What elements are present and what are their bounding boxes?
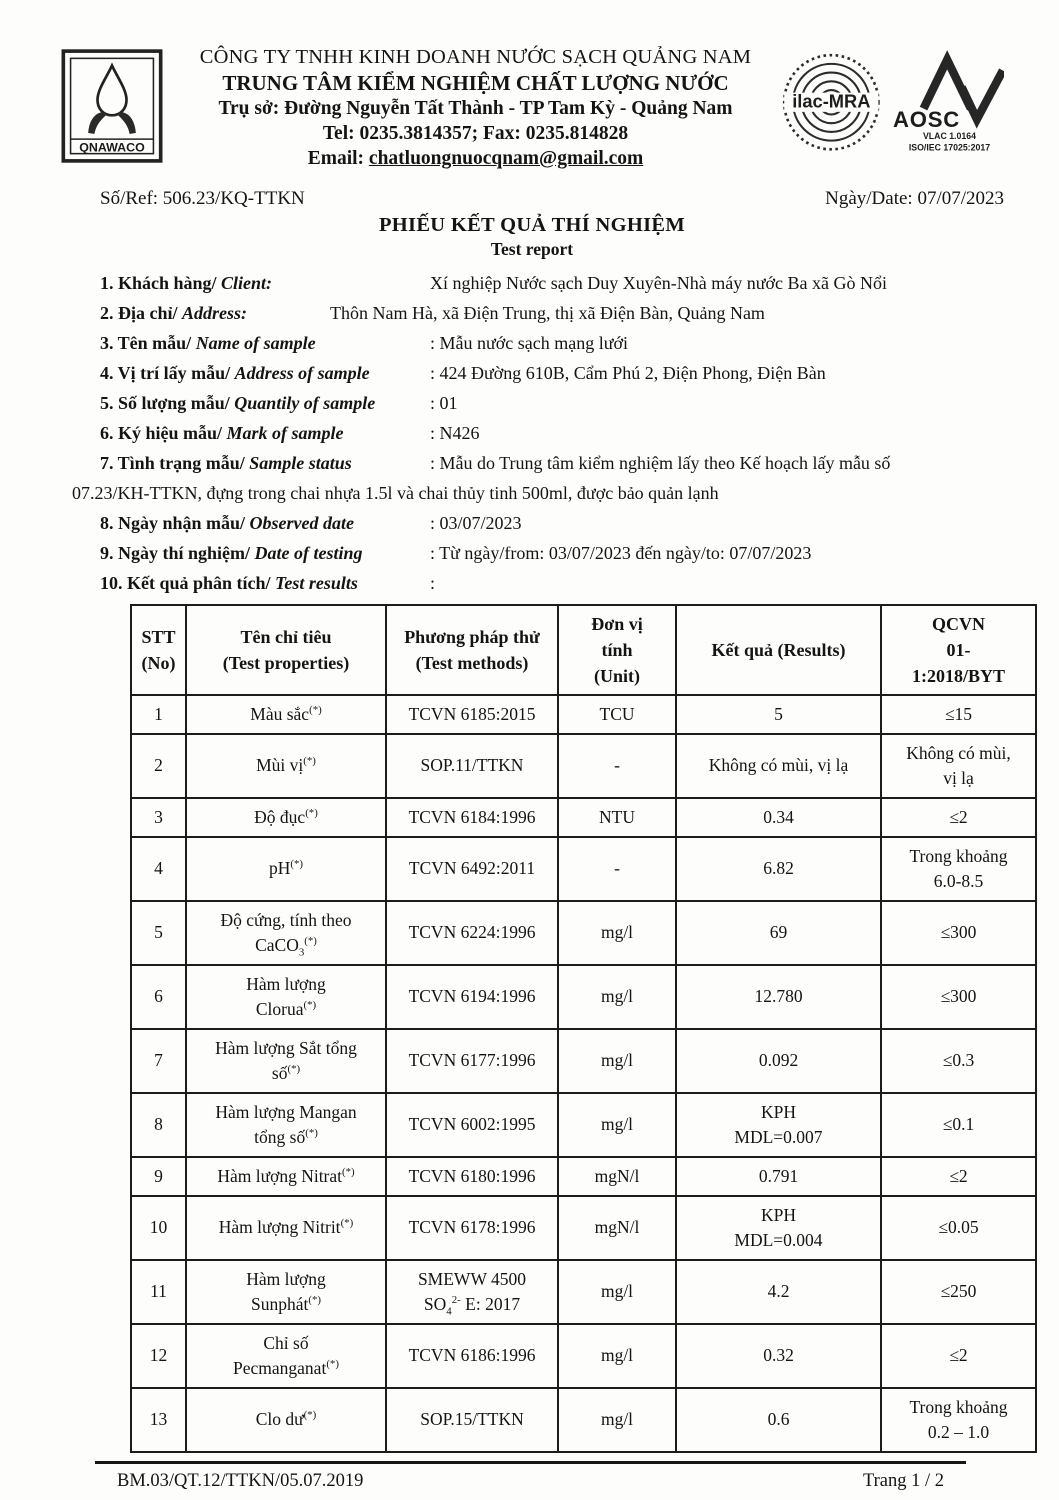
field-label: 10. Kết quả phân tích/ Test results (100, 572, 358, 593)
cell-no: 2 (131, 734, 186, 798)
cell-result: 12.780 (676, 965, 881, 1029)
cell-unit: mg/l (558, 901, 676, 965)
table-row (131, 695, 1036, 734)
column-header-result: Kết quả (Results) (676, 605, 881, 695)
address-line: Trụ sở: Đường Nguyễn Tất Thành - TP Tam Kỳ - Quảng Nam (218, 98, 733, 120)
cell-no: 1 (131, 695, 186, 734)
cell-no: 5 (131, 901, 186, 965)
column-header-unit: Đơn vị tính (Unit) (558, 605, 676, 695)
cell-no: 13 (131, 1388, 186, 1452)
aosc-logo-icon (890, 48, 1004, 160)
cell-unit: NTU (558, 798, 676, 837)
cell-test-method: TCVN 6178:1996 (386, 1196, 558, 1260)
cell-unit: mgN/l (558, 1196, 676, 1260)
field-value: Xí nghiệp Nước sạch Duy Xuyên-Nhà máy nước Ba xã Gò Nổi (430, 272, 887, 293)
aosc-vlac-label: VLAC 1.0164 (922, 131, 976, 142)
cell-test-method: TCVN 6492:2011 (386, 837, 558, 901)
table-row (131, 1093, 1036, 1157)
ref-number: Số/Ref: 506.23/KQ-TTKN (100, 187, 305, 209)
logo-caption: QNAWACO (79, 140, 145, 155)
cell-result: 0.092 (676, 1029, 881, 1093)
table-row (131, 798, 1036, 837)
report-date: Ngày/Date: 07/07/2023 (825, 187, 1004, 209)
qnawaco-logo (60, 42, 172, 169)
cell-property-name: Màu sắc(*) (186, 695, 386, 734)
field-value: : Mẫu do Trung tâm kiểm nghiệm lấy theo Kế hoạch lấy mẫu số (430, 452, 891, 473)
header (60, 42, 1004, 172)
cell-result: Không có mùi, vị lạ (676, 734, 881, 798)
cell-no: 10 (131, 1196, 186, 1260)
field-row (100, 508, 1004, 538)
cell-unit: TCU (558, 695, 676, 734)
cell-no: 6 (131, 965, 186, 1029)
email-line (172, 147, 779, 172)
cell-property-name: Độ cứng, tính theo CaCO$_3$(*) (186, 901, 386, 965)
meta-row (60, 188, 1004, 210)
column-header-property: Tên chỉ tiêu (Test properties) (186, 605, 386, 695)
cell-unit: - (558, 734, 676, 798)
cell-test-method: TCVN 6224:1996 (386, 901, 558, 965)
table-row (131, 901, 1036, 965)
cell-qcvn-limit: ≤2 (881, 1157, 1036, 1196)
ilac-mra-label: ilac-MRA (792, 90, 871, 112)
cell-property-name: Hàm lượng Sunphát(*) (186, 1260, 386, 1324)
cell-qcvn-limit: Không có mùi, vị lạ (881, 734, 1036, 798)
results-table (130, 604, 1037, 1453)
table-row (131, 1324, 1036, 1388)
ilac-mra-seal-icon (779, 48, 884, 160)
field-row (100, 268, 1004, 298)
table-row (131, 1196, 1036, 1260)
cell-test-method: SOP.11/TTKN (386, 734, 558, 798)
field-value: : 03/07/2023 (430, 512, 522, 533)
cell-unit: mg/l (558, 965, 676, 1029)
page-footer (95, 1461, 966, 1492)
table-row (131, 1157, 1036, 1196)
cell-qcvn-limit: ≤300 (881, 965, 1036, 1029)
results-table-body (131, 695, 1036, 1452)
table-row (131, 837, 1036, 901)
cell-unit: mg/l (558, 1260, 676, 1324)
table-row (131, 1260, 1036, 1324)
cell-property-name: Mùi vị(*) (186, 734, 386, 798)
cell-qcvn-limit: ≤300 (881, 901, 1036, 965)
cell-test-method: TCVN 6186:1996 (386, 1324, 558, 1388)
cell-result: 0.6 (676, 1388, 881, 1452)
field-row (100, 298, 1004, 328)
cell-result: 4.2 (676, 1260, 881, 1324)
email-label: Email: (307, 148, 365, 170)
column-header-no: STT (No) (131, 605, 186, 695)
cell-qcvn-limit: Trong khoảng 6.0-8.5 (881, 837, 1036, 901)
cell-qcvn-limit: ≤2 (881, 798, 1036, 837)
cell-property-name: Hàm lượng Nitrit(*) (186, 1196, 386, 1260)
field-label: 3. Tên mẫu/ Name of sample (100, 332, 316, 353)
cell-qcvn-limit: ≤0.1 (881, 1093, 1036, 1157)
field-value: : 424 Đường 610B, Cẩm Phú 2, Điện Phong, Điện Bàn (430, 362, 826, 383)
field-label: 5. Số lượng mẫu/ Quantily of sample (100, 392, 376, 413)
cell-result: 69 (676, 901, 881, 965)
cell-qcvn-limit: ≤0.05 (881, 1196, 1036, 1260)
column-header-method: Phương pháp thử (Test methods) (386, 605, 558, 695)
field-row (100, 538, 1004, 568)
cell-property-name: Hàm lượng Sắt tổng số(*) (186, 1029, 386, 1093)
field-value: : Từ ngày/from: 03/07/2023 đến ngày/to: 07/07/2023 (430, 542, 812, 563)
cell-test-method: TCVN 6185:2015 (386, 695, 558, 734)
header-text (172, 42, 779, 172)
table-row (131, 1029, 1036, 1093)
report-title: PHIẾU KẾT QUẢ THÍ NGHIỆM (378, 213, 686, 236)
cell-property-name: Hàm lượng Nitrat(*) (186, 1157, 386, 1196)
field-label: 7. Tình trạng mẫu/ Sample status (100, 452, 352, 473)
cell-property-name: pH(*) (186, 837, 386, 901)
field-row (100, 448, 1004, 478)
field-row (100, 418, 1004, 448)
report-subtitle: Test report (490, 238, 574, 259)
table-row (131, 965, 1036, 1029)
table-row (131, 1388, 1036, 1452)
center-name: TRUNG TÂM KIỂM NGHIỆM CHẤT LƯỢNG NƯỚC (222, 71, 729, 96)
cell-test-method: TCVN 6184:1996 (386, 798, 558, 837)
cell-test-method: SOP.15/TTKN (386, 1388, 558, 1452)
email-link[interactable]: chatluongnuocqnam@gmail.com (368, 148, 644, 170)
cell-no: 8 (131, 1093, 186, 1157)
cell-result: 6.82 (676, 837, 881, 901)
cell-result: 0.791 (676, 1157, 881, 1196)
field-label: 4. Vị trí lấy mẫu/ Address of sample (100, 362, 370, 383)
field-value: : (430, 572, 436, 593)
column-header-qcvn: QCVN 01- 1:2018/BYT (881, 605, 1036, 695)
cell-no: 9 (131, 1157, 186, 1196)
cell-test-method: TCVN 6180:1996 (386, 1157, 558, 1196)
table-row (131, 734, 1036, 798)
cell-property-name: Clo dư(*) (186, 1388, 386, 1452)
cell-qcvn-limit: ≤2 (881, 1324, 1036, 1388)
footer-form-code: BM.03/QT.12/TTKN/05.07.2019 (117, 1470, 364, 1491)
field-value: : Mẫu nước sạch mạng lưới (430, 332, 629, 353)
cell-result: KPH MDL=0.007 (676, 1093, 881, 1157)
cell-result: KPH MDL=0.004 (676, 1196, 881, 1260)
tel-fax-line: Tel: 0235.3814357; Fax: 0235.814828 (322, 123, 629, 145)
field-value: : N426 (430, 422, 480, 443)
field-row (100, 328, 1004, 358)
cell-unit: mg/l (558, 1388, 676, 1452)
footer-page-number: Trang 1 / 2 (862, 1470, 944, 1491)
cell-property-name: Chỉ số Pecmanganat(*) (186, 1324, 386, 1388)
cell-qcvn-limit: ≤250 (881, 1260, 1036, 1324)
cell-result: 5 (676, 695, 881, 734)
cell-property-name: Hàm lượng Mangan tổng số(*) (186, 1093, 386, 1157)
cell-test-method: TCVN 6194:1996 (386, 965, 558, 1029)
aosc-iso-label: ISO/IEC 17025:2017 (908, 142, 990, 153)
cell-qcvn-limit: ≤15 (881, 695, 1036, 734)
cell-unit: mgN/l (558, 1157, 676, 1196)
cell-test-method: TCVN 6177:1996 (386, 1029, 558, 1093)
field-row (100, 358, 1004, 388)
cell-property-name: Hàm lượng Clorua(*) (186, 965, 386, 1029)
field-label: 2. Địa chỉ/ Address: (100, 302, 248, 323)
cell-test-method: SMEWW 4500 $SO_4^{2-}$ E: 2017 (386, 1260, 558, 1324)
field-label: 9. Ngày thí nghiệm/ Date of testing (100, 542, 363, 563)
field-continuation: 07.23/KH-TTKN, đựng trong chai nhựa 1.5l và chai thủy tinh 500ml, được bảo quản lạnh (72, 482, 719, 503)
cell-result: 0.32 (676, 1324, 881, 1388)
cell-result: 0.34 (676, 798, 881, 837)
field-row (100, 568, 1004, 598)
cell-unit: mg/l (558, 1093, 676, 1157)
sample-info-section (60, 268, 1004, 598)
cell-qcvn-limit: ≤0.3 (881, 1029, 1036, 1093)
cell-no: 12 (131, 1324, 186, 1388)
accreditation-marks (779, 42, 1004, 160)
cell-no: 3 (131, 798, 186, 837)
cell-no: 4 (131, 837, 186, 901)
cell-no: 11 (131, 1260, 186, 1324)
field-value: Thôn Nam Hà, xã Điện Trung, thị xã Điện Bàn, Quảng Nam (330, 302, 765, 323)
water-drop-hands-icon (60, 48, 164, 164)
aosc-label: AOSC (892, 106, 960, 132)
cell-unit: mg/l (558, 1029, 676, 1093)
cell-unit: - (558, 837, 676, 901)
field-label: 8. Ngày nhận mẫu/ Observed date (100, 512, 355, 533)
field-label: 1. Khách hàng/ Client: (100, 272, 273, 293)
table-header-row (131, 605, 1036, 695)
field-row (100, 388, 1004, 418)
field-label: 6. Ký hiệu mẫu/ Mark of sample (100, 422, 344, 443)
cell-property-name: Độ đục(*) (186, 798, 386, 837)
cell-unit: mg/l (558, 1324, 676, 1388)
field-value: : 01 (430, 392, 458, 413)
cell-no: 7 (131, 1029, 186, 1093)
company-name: CÔNG TY TNHH KINH DOANH NƯỚC SẠCH QUẢNG NAM (199, 46, 752, 68)
cell-qcvn-limit: Trong khoảng 0.2 – 1.0 (881, 1388, 1036, 1452)
cell-test-method: TCVN 6002:1995 (386, 1093, 558, 1157)
